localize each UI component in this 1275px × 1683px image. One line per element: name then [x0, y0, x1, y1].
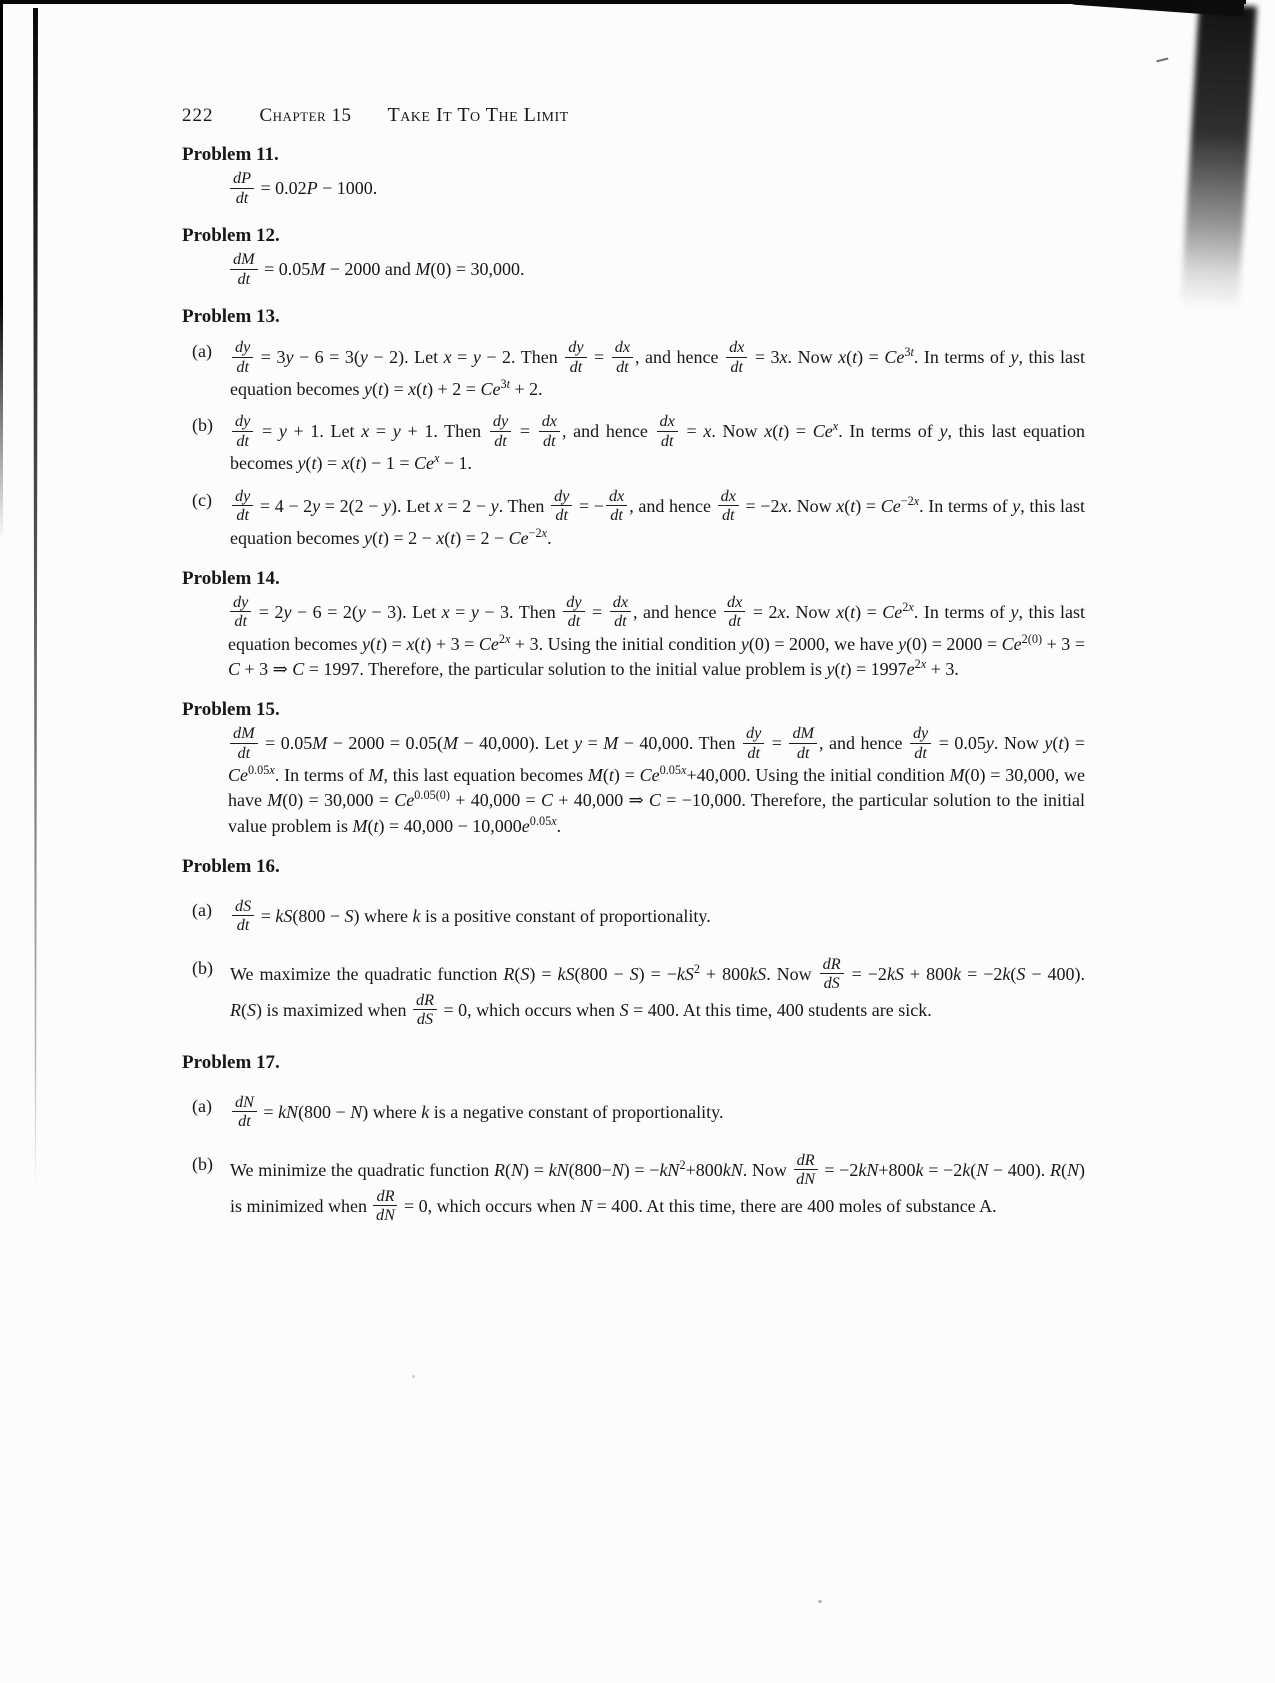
problems-list — [182, 144, 1085, 1226]
chapter-title: Take It To The Limit — [387, 104, 569, 126]
problem-section — [182, 225, 1085, 289]
item-text: We maximize the quadratic function $R(S) = kS(800 - S) = -kS^2 + 800kS$. Now $\frac{dR}{dS}$ = −2kS + 800k = −2k(S − 400). R(S) is maximized when $\frac{dR}{dS}$ = 0, which occurs when S = 400. At this time, 400 students are sick. — [230, 954, 1085, 1029]
problem-item — [228, 250, 1085, 289]
problem-item — [228, 592, 1085, 682]
problem-section — [182, 699, 1085, 839]
item-text: $\frac{dy}{dt}$ = 3y − 6 = 3(y − 2). Let x = y − 2. Then $\frac{dy}{dt}$ = $\frac{dx}{dt}$ , and hence $\frac{dx}{dt}$ = 3x. Now $x(t) = Ce^{3t}$. In terms of y, this last equation becomes $y(t) = x(t) + 2 = Ce^{3t} + 2$. — [230, 338, 1086, 400]
item-text: We minimize the quadratic function $R(N) = kN(800-N) = -kN^2+800kN$. Now $\frac{dR}{dN}$ = −2kN+800k = −2k(N − 400). R(N) is minimized when $\frac{dR}{dN}$ = 0, which occurs when N = 400. At this time, there are 400 moles of substance A. — [230, 1150, 1085, 1225]
problem-item — [228, 724, 1086, 839]
problem-item — [192, 486, 1085, 551]
item-marker: (b) — [192, 1153, 213, 1174]
item-text: $\frac{dy}{dt}$ = 2y − 6 = 2(y − 3). Let x = y − 3. Then $\frac{dy}{dt}$ = $\frac{dx}{dt}$ , and hence $\frac{dx}{dt}$ = 2x. Now $x(t) = Ce^{2x}$. In terms of y, this last equation becomes $y(t) = x(t) + 3 = Ce^{2x} + 3$. Using the initial condition y(0) = 2000, we have $y(0) = 2000 = Ce^{2(0)} + 3 = C + 3$ ⇒ C = 1997. Therefore, the particular solution to the initial value problem is $y(t) = 1997e^{2x} + 3$. — [228, 592, 1085, 679]
problem-item — [192, 896, 1085, 936]
problem-heading: Problem 14. — [182, 567, 280, 589]
problem-item — [192, 338, 1086, 402]
problem-heading: Problem 11. — [182, 144, 279, 165]
problem-heading: Problem 13. — [182, 306, 280, 328]
item-marker: (b) — [192, 415, 213, 436]
item-marker: (a) — [192, 899, 212, 920]
problem-section — [182, 306, 1085, 551]
problem-heading: Problem 17. — [182, 1051, 280, 1073]
problem-item — [192, 1150, 1085, 1226]
scan-artifact-speck — [818, 1600, 822, 1603]
problem-section — [182, 568, 1085, 682]
item-text: $\frac{dN}{dt}$ = kN(800 − N) where k is a negative constant of proportionality. — [230, 1096, 1085, 1132]
problem-item — [192, 412, 1086, 476]
item-marker: (a) — [192, 1095, 212, 1116]
running-head — [182, 104, 1085, 127]
scan-artifact-speck — [412, 1375, 415, 1378]
problem-item — [192, 1092, 1085, 1132]
item-marker: (a) — [192, 341, 212, 362]
problem-heading: Problem 12. — [182, 225, 280, 247]
problem-heading: Problem 16. — [182, 855, 280, 877]
item-text: $\frac{dM}{dt}$ = 0.05M − 2000 = 0.05(M − 40,000). Let y = M − 40,000. Then $\frac{dy}{dt}$ = $\frac{dM}{dt}$ , and hence $\frac{dy}{dt}$ = 0.05y. Now $y(t) = Ce^{0.05x}$. In terms of M, this last equation becomes $M(t) = Ce^{0.05x}+40,000$. Using the initial condition M(0) = 30,000, we have $M(0) = 30,000 = Ce^{0.05(0)} + 40,000 = C + 40,000$ ⇒ C = −10,000. Therefore, the particular solution to the initial value problem is $M(t) = 40,000 - 10,000e^{0.05x}$. — [228, 724, 1086, 836]
item-text: $\frac{dy}{dt}$ = 4 − 2y = 2(2 − y). Let x = 2 − y. Then $\frac{dy}{dt}$ = − $\frac{dx}{dt}$ , and hence $\frac{dx}{dt}$ = −2x. Now $x(t) = Ce^{-2x}$. In terms of y, this last equation becomes $y(t) = 2 - x(t) = 2 - Ce^{-2x}$. — [230, 486, 1085, 548]
problem-item — [228, 169, 1085, 208]
problem-section — [182, 1052, 1085, 1226]
chapter-label: Chapter 15 — [259, 105, 352, 126]
item-text: $\frac{dP}{dt}$ = 0.02P − 1000. — [228, 172, 1085, 208]
problem-section — [182, 856, 1085, 1030]
item-text: $\frac{dS}{dt}$ = kS(800 − S) where k is a positive constant of proportionality. — [230, 900, 1085, 936]
item-marker: (c) — [192, 489, 212, 510]
problem-item — [192, 954, 1085, 1030]
problem-heading: Problem 15. — [182, 699, 280, 721]
page-number: 222 — [182, 105, 214, 126]
item-text: $\frac{dy}{dt}$ = y + 1. Let x = y + 1. Then $\frac{dy}{dt}$ = $\frac{dx}{dt}$ , and hence $\frac{dx}{dt}$ = x. Now $x(t) = Ce^x$. In terms of y, this last equation becomes $y(t) = x(t) - 1 = Ce^x - 1$. — [230, 412, 1086, 474]
problem-section — [182, 144, 1085, 208]
item-text: $\frac{dM}{dt}$ = 0.05M − 2000 and M(0) = 30,000. — [228, 253, 1085, 289]
item-marker: (b) — [192, 957, 213, 978]
